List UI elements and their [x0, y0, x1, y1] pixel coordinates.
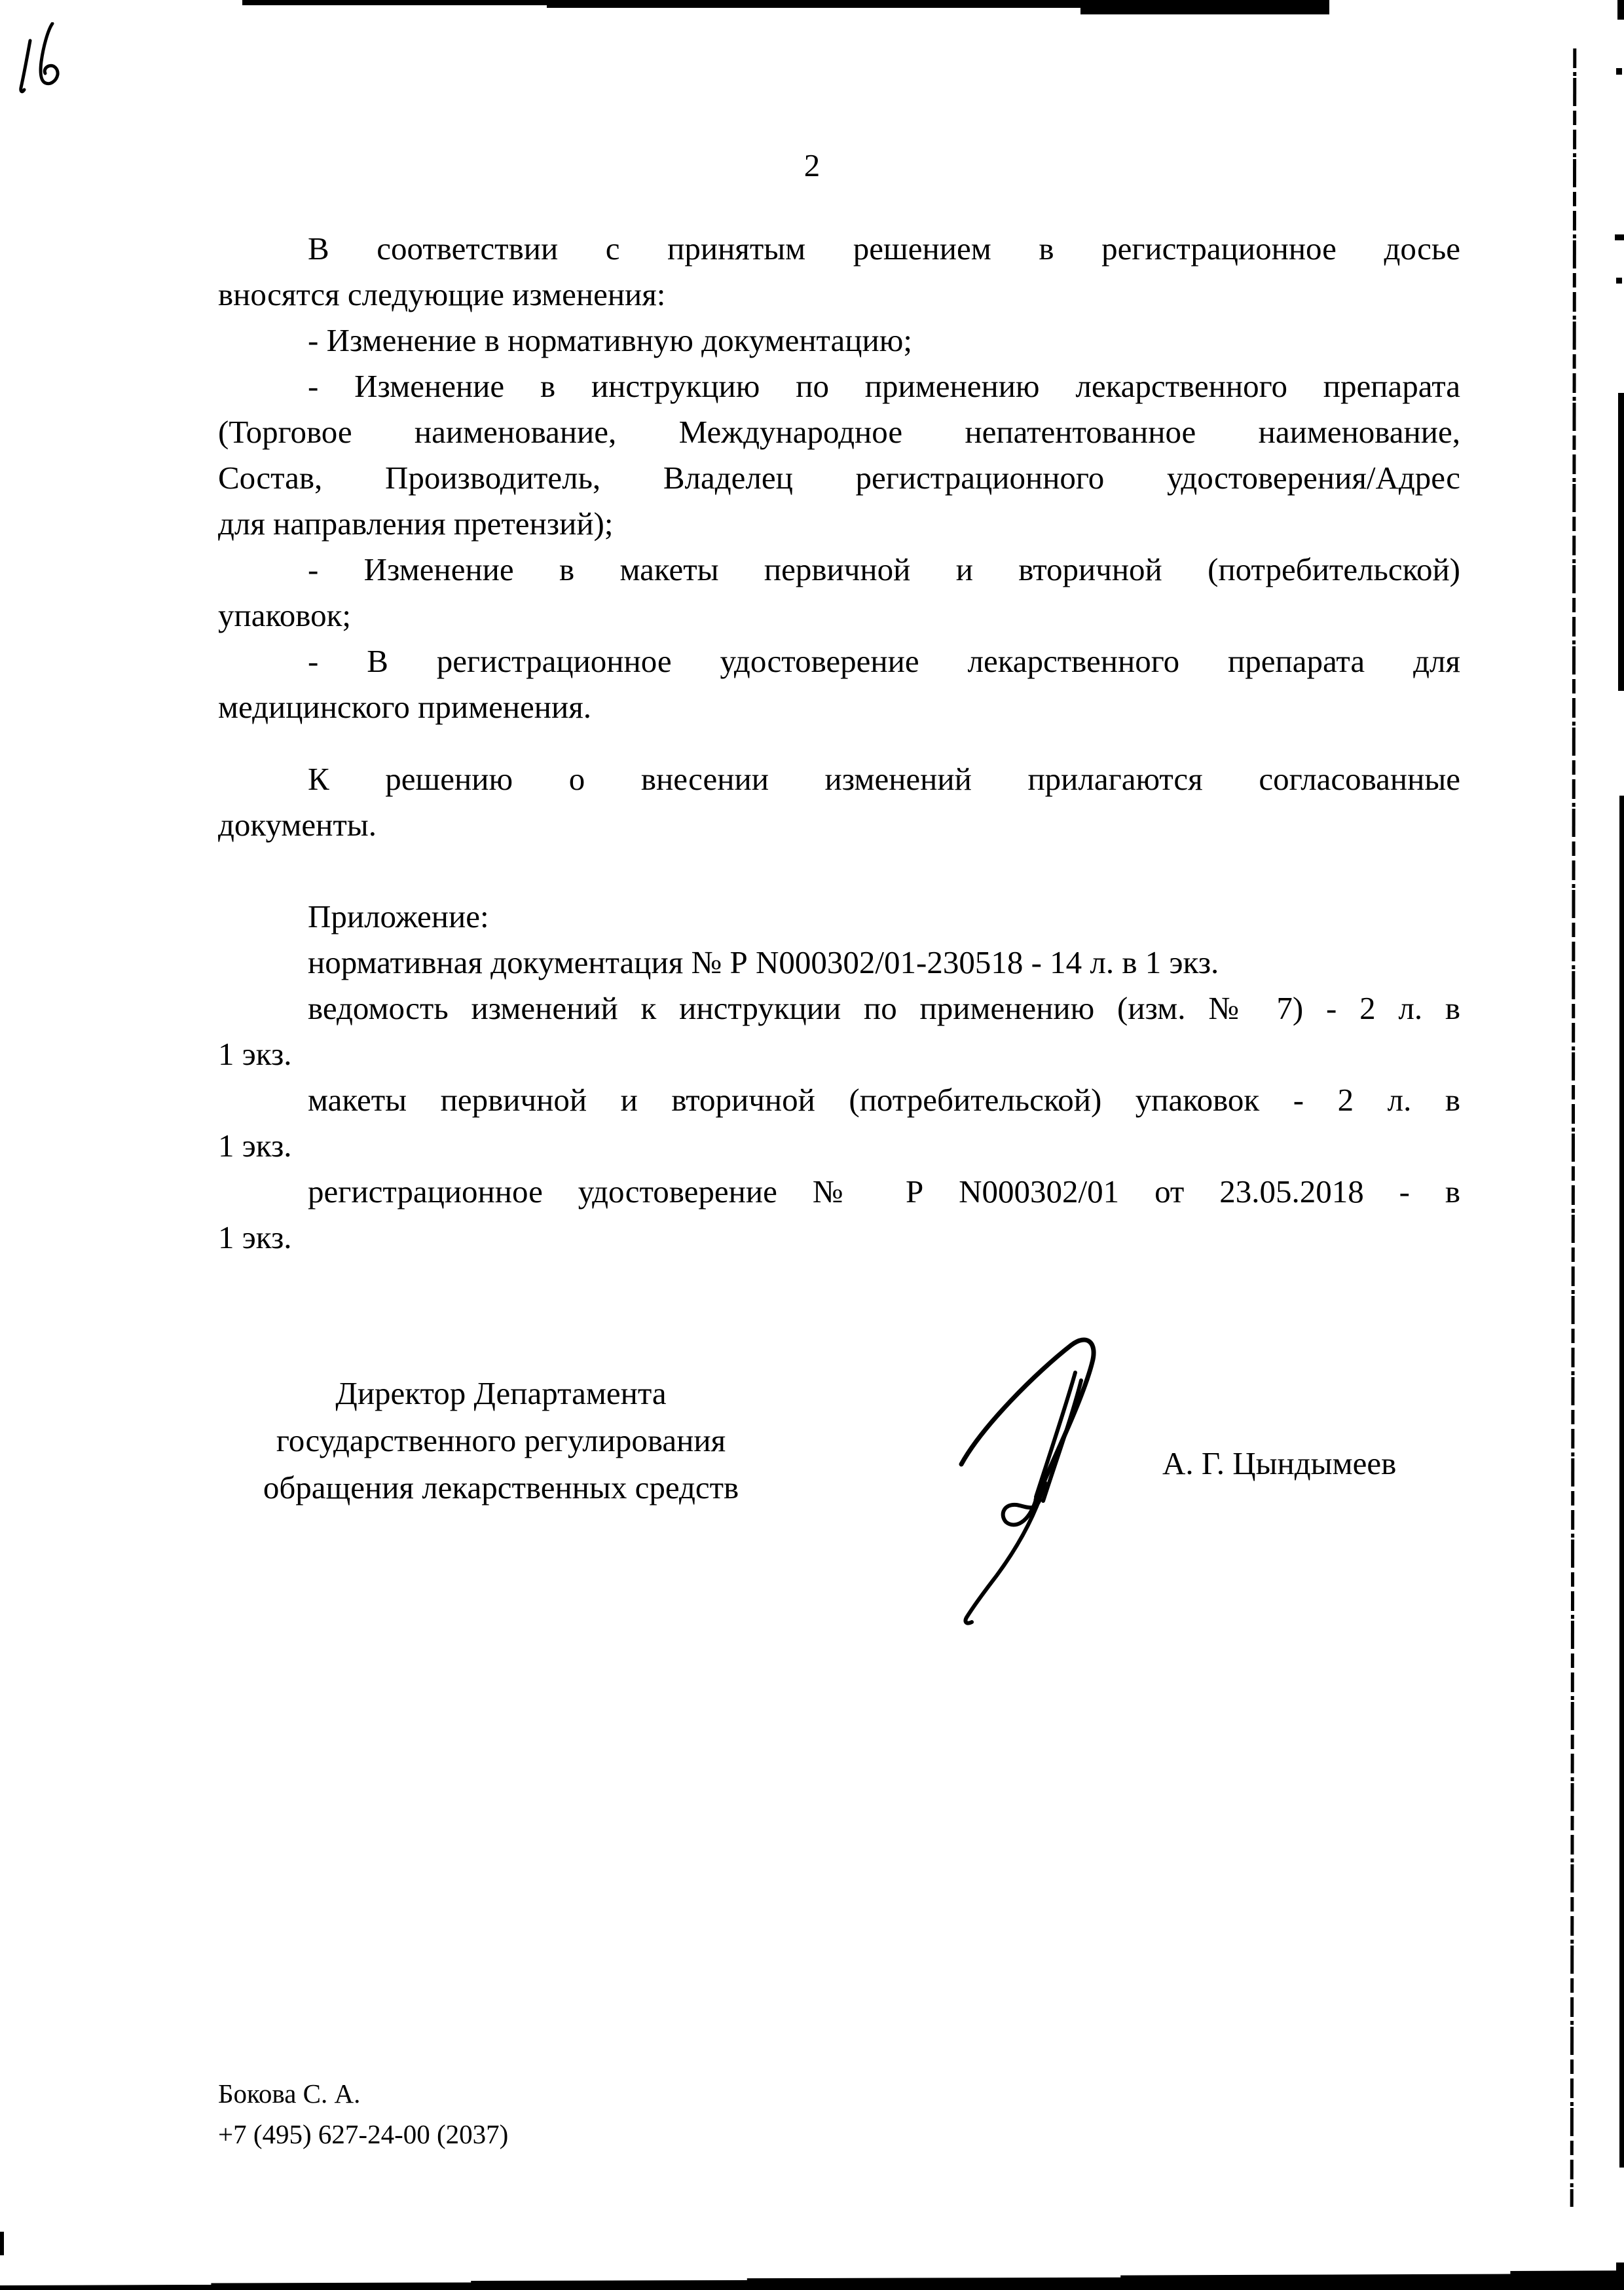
- page-number: 2: [803, 147, 821, 183]
- handwritten-mark: [18, 22, 64, 96]
- doc-line: - Изменение в инструкцию по применению лекарственного препарата: [308, 368, 1460, 404]
- scan-artifact-left-edge: [0, 2232, 4, 2255]
- doc-line: К решению о внесении изменений прилагаются согласованные: [308, 761, 1460, 797]
- scan-artifact-right-edge: [1616, 68, 1622, 75]
- footer-contact-name: Бокова С. А.: [218, 2078, 361, 2109]
- doc-line: макеты первичной и вторичной (потребительской) упаковок - 2 л. в: [308, 1082, 1460, 1118]
- document-body: [218, 226, 1460, 1261]
- doc-line: нормативная документация № Р N000302/01-230518 - 14 л. в 1 экз.: [308, 944, 1219, 980]
- doc-line: для направления претензий);: [218, 506, 614, 542]
- doc-line: 1 экз.: [218, 1036, 292, 1072]
- doc-line: упаковок;: [218, 597, 352, 633]
- doc-line: регистрационное удостоверение № Р N000302/01 от 23.05.2018 - в: [308, 1173, 1460, 1210]
- doc-line: вносятся следующие изменения:: [218, 276, 666, 312]
- doc-line: В соответствии с принятым решением в регистрационное досье: [308, 231, 1460, 267]
- footer-contact: [218, 2073, 508, 2154]
- doc-line: ведомость изменений к инструкции по применению (изм. № 7) - 2 л. в: [308, 990, 1460, 1026]
- signer-name: А. Г. Цындымеев: [1162, 1445, 1397, 1481]
- scan-artifact-top-line: [1080, 0, 1329, 14]
- signature-title: [229, 1370, 773, 1511]
- scan-artifact-right-edge: [1615, 234, 1624, 240]
- doc-line: Приложение:: [308, 898, 489, 934]
- signature-title-line: обращения лекарственных средств: [263, 1469, 739, 1505]
- doc-line: Состав, Производитель, Владелец регистрационного удостоверения/Адрес: [218, 460, 1460, 496]
- doc-line: документы.: [218, 807, 377, 843]
- scan-artifact-fold-line: [1570, 48, 1577, 2207]
- doc-line: - Изменение в макеты первичной и вторичной (потребительской): [308, 551, 1460, 587]
- scan-artifact-bottom-band: [0, 2267, 1624, 2290]
- signature-title-line: государственного регулирования: [276, 1422, 726, 1458]
- scan-artifact-right-edge: [1618, 393, 1624, 691]
- signature-scribble: [936, 1335, 1133, 1629]
- doc-line: - Изменение в нормативную документацию;: [308, 322, 912, 358]
- signature-title-line: Директор Департамента: [335, 1375, 667, 1411]
- doc-line: 1 экз.: [218, 1128, 292, 1164]
- scan-artifact-right-edge: [1616, 278, 1622, 284]
- doc-line: (Торговое наименование, Международное непатентованное наименование,: [218, 414, 1460, 450]
- footer-contact-phone: +7 (495) 627-24-00 (2037): [218, 2119, 509, 2149]
- scan-artifact-top-line: [547, 0, 1080, 8]
- scan-artifact-right-edge: [1619, 796, 1624, 2168]
- doc-line: медицинского применения.: [218, 689, 592, 725]
- doc-line: - В регистрационное удостоверение лекарственного препарата для: [308, 643, 1460, 679]
- scan-artifact-top-line: [242, 0, 547, 5]
- scan-artifact-right-edge: [1617, 0, 1624, 20]
- doc-line: 1 экз.: [218, 1219, 292, 1255]
